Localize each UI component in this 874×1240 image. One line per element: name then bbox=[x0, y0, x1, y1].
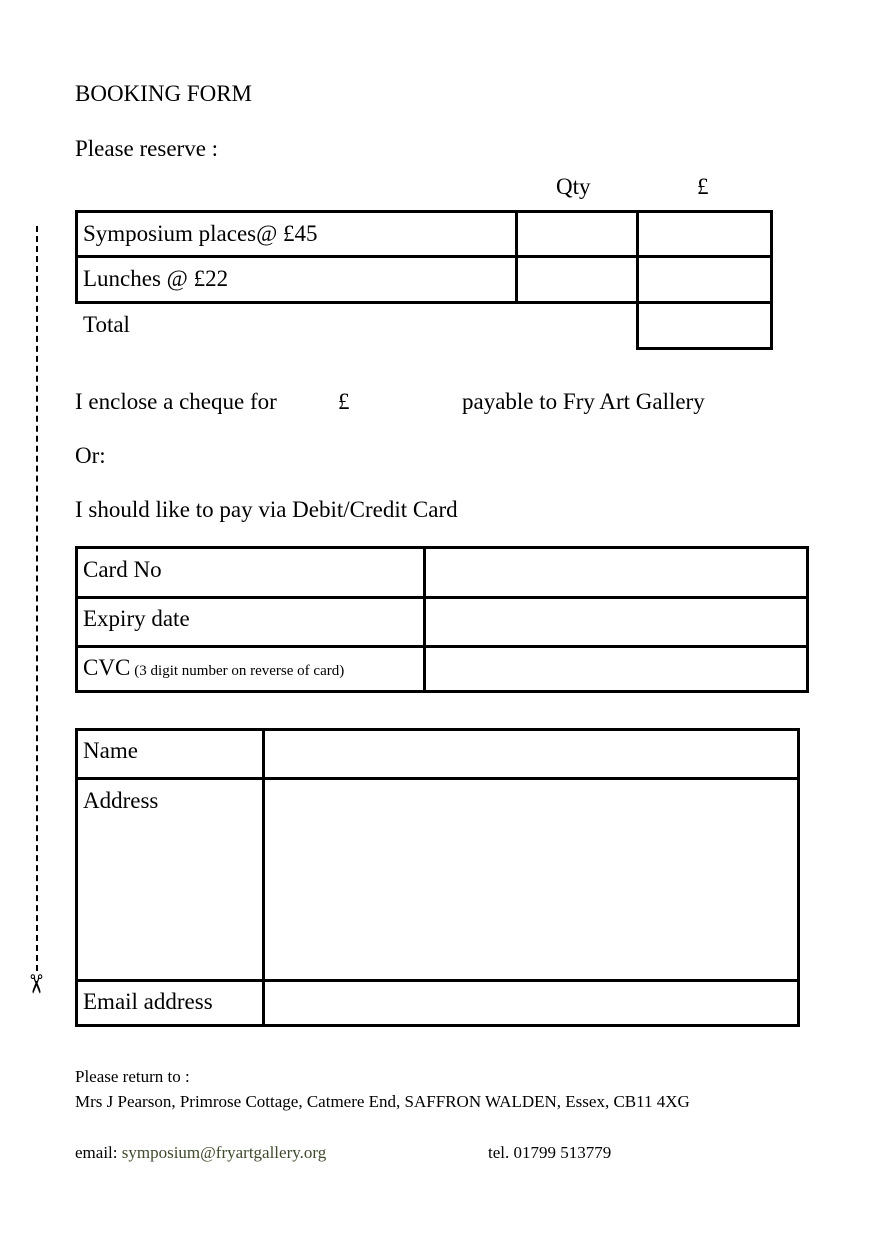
total-label: Total bbox=[83, 312, 130, 337]
cheque-payable: payable to Fry Art Gallery bbox=[462, 389, 705, 414]
dashed-cut-line bbox=[36, 226, 38, 971]
form-title: BOOKING FORM bbox=[75, 81, 252, 106]
total-amount-input[interactable] bbox=[639, 304, 770, 347]
telephone: tel. 01799 513779 bbox=[488, 1143, 612, 1162]
or-label: Or: bbox=[75, 443, 106, 468]
card-intro: I should like to pay via Debit/Credit Card bbox=[75, 497, 458, 522]
return-address: Mrs J Pearson, Primrose Cottage, Catmere End, SAFFRON WALDEN, Essex, CB11 4XG bbox=[75, 1092, 690, 1111]
cvc-label: CVC bbox=[83, 655, 131, 680]
row-label-symposium: Symposium places@ £45 bbox=[83, 221, 318, 246]
address-label: Address bbox=[83, 788, 159, 813]
symposium-amount-input[interactable] bbox=[639, 213, 770, 255]
scissors-icon: ✂ bbox=[20, 973, 50, 995]
qty-header: Qty bbox=[556, 174, 591, 199]
cvc-note: (3 digit number on reverse of card) bbox=[134, 663, 345, 679]
lunches-qty-input[interactable] bbox=[518, 258, 636, 301]
amount-header: £ bbox=[697, 174, 709, 199]
expiry-label: Expiry date bbox=[83, 606, 190, 631]
name-label: Name bbox=[83, 738, 138, 763]
return-label: Please return to : bbox=[75, 1067, 190, 1086]
cvc-label-group bbox=[83, 656, 344, 680]
reserve-label: Please reserve : bbox=[75, 136, 219, 161]
card-no-label: Card No bbox=[83, 557, 162, 582]
email-prefix: email: bbox=[75, 1143, 118, 1162]
cheque-label: I enclose a cheque for bbox=[75, 389, 277, 414]
cheque-currency: £ bbox=[338, 389, 350, 414]
footer-email bbox=[75, 1144, 326, 1161]
row-label-lunches: Lunches @ £22 bbox=[83, 266, 229, 291]
cheque-amount-input[interactable] bbox=[356, 386, 456, 416]
expiry-input[interactable] bbox=[426, 599, 806, 645]
address-input[interactable] bbox=[265, 780, 797, 979]
cvc-input[interactable] bbox=[426, 648, 806, 690]
email-input[interactable] bbox=[265, 982, 797, 1024]
name-input[interactable] bbox=[265, 731, 797, 777]
email-link[interactable]: symposium@fryartgallery.org bbox=[121, 1143, 327, 1162]
email-label: Email address bbox=[83, 989, 213, 1014]
symposium-qty-input[interactable] bbox=[518, 213, 636, 255]
lunches-amount-input[interactable] bbox=[639, 258, 770, 301]
card-no-input[interactable] bbox=[426, 549, 806, 596]
